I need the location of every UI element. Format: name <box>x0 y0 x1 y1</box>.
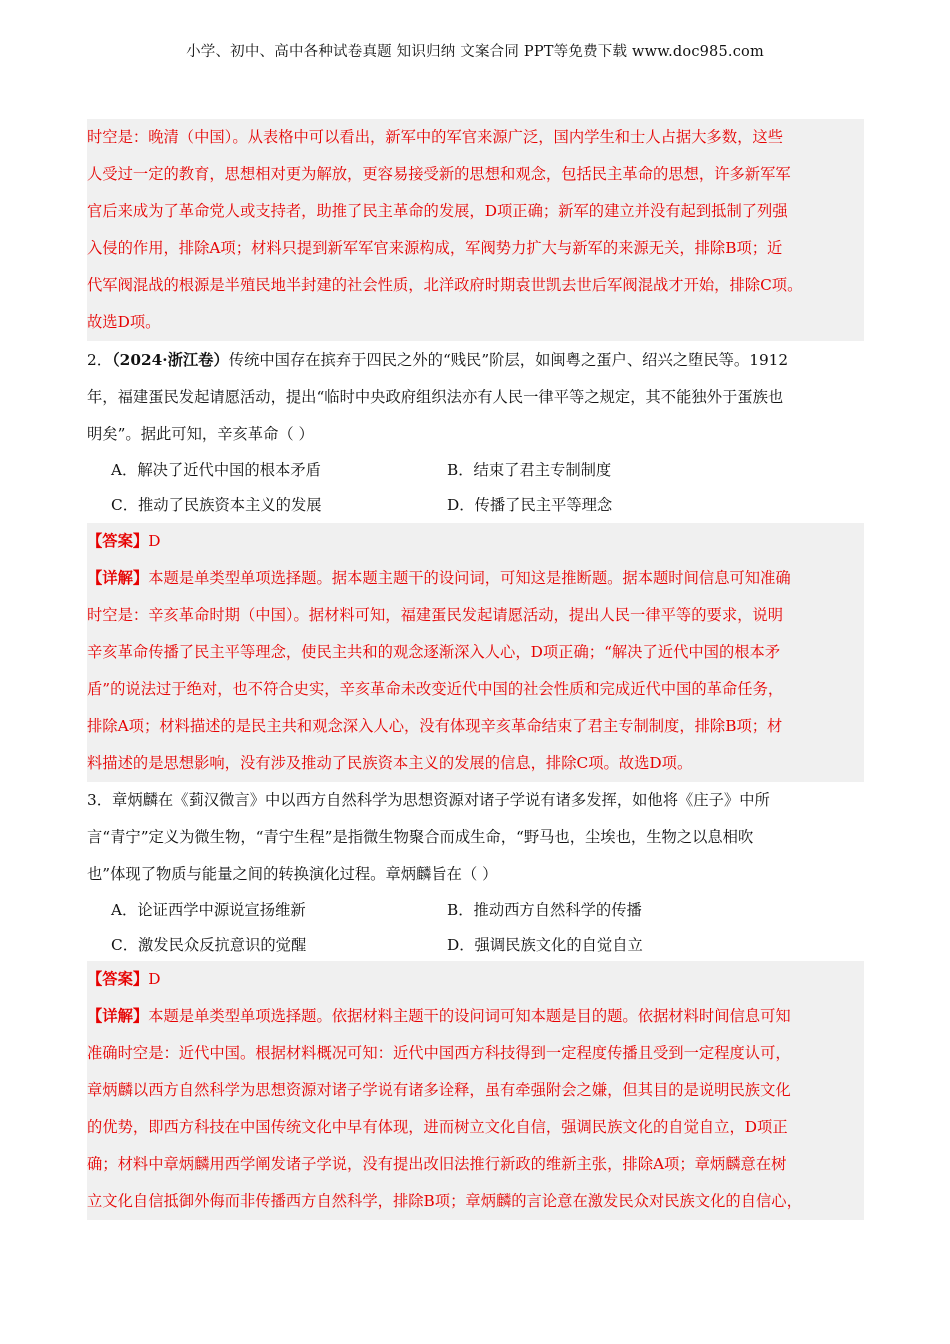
detail-line: 章炳麟以西方自然科学为思想资源对诸子学说有诸多诠释，虽有牵强附会之嫌，但其目的是说明民族文化 <box>87 1081 791 1099</box>
answer-block-2 <box>87 523 864 782</box>
detail-line: 立文化自信抵御外侮而非传播西方自然科学，排除B项；章炳麟的言论意在激发民众对民族文化的自信心， <box>87 1192 802 1210</box>
detail-line: 确；材料中章炳麟用西学阐发诸子学说，没有提出改旧法推行新政的维新主张，排除A项；章炳麟意在树 <box>87 1155 787 1173</box>
question-3 <box>87 782 864 963</box>
option-a: A．论证西学中源说宣扬维新 <box>111 901 306 919</box>
answer-block-3 <box>87 961 864 1220</box>
answer-tag: 【答案】 <box>87 532 149 550</box>
option-c: C．激发民众反抗意识的觉醒 <box>111 936 307 954</box>
option-row <box>87 928 864 963</box>
explanation-line: 故选D项。 <box>87 313 161 331</box>
answer-tag: 【答案】 <box>87 970 149 988</box>
option-b: B．结束了君主专制制度 <box>447 461 612 479</box>
question-stem-line: 2．（2024·浙江卷）传统中国存在摈弃于四民之外的“贱民”阶层，如闽粤之蛋户、绍兴之堕民等。1912 <box>87 351 789 369</box>
question-2 <box>87 342 864 523</box>
explanation-line: 入侵的作用，排除A项；材料只提到新军军官来源构成，军阀势力扩大与新军的来源无关，排除B项；近 <box>87 239 783 257</box>
explanation-line: 官后来成为了革命党人或支持者，助推了民主革命的发展，D项正确；新军的建立并没有起到抵制了列强 <box>87 202 788 220</box>
detail-line: 时空是：辛亥革命时期（中国）。据材料可知，福建蛋民发起请愿活动，提出人民一律平等的要求，说明 <box>87 606 784 624</box>
prev-explanation <box>87 119 864 341</box>
detail-line: 排除A项；材料描述的是民主共和观念深入人心，没有体现辛亥革命结束了君主专制制度，排除B项；材 <box>87 717 783 735</box>
detail-line: 的优势，即西方科技在中国传统文化中早有体现，进而树立文化自信，强调民族文化的自觉自立，D项正 <box>87 1118 788 1136</box>
option-row <box>87 453 864 488</box>
question-stem-line: 年，福建蛋民发起请愿活动，提出“临时中央政府组织法亦有人民一律平等之规定，其不能独外于蛋族也 <box>87 388 784 406</box>
option-b: B．推动西方自然科学的传播 <box>447 901 642 919</box>
option-d: D．传播了民主平等理念 <box>447 496 613 514</box>
question-number: 2． <box>87 351 113 369</box>
answer-line <box>87 523 864 560</box>
option-a: A．解决了近代中国的根本矛盾 <box>111 461 321 479</box>
answer-line <box>87 961 864 998</box>
detail-line: 盾”的说法过于绝对，也不符合史实，辛亥革命未改变近代中国的社会性质和完成近代中国的革命任务， <box>87 680 784 698</box>
explanation-line: 人受过一定的教育，思想相对更为解放，更容易接受新的思想和观念，包括民主革命的思想，许多新军军 <box>87 165 791 183</box>
detail-tag: 【详解】 <box>87 569 149 587</box>
option-c: C．推动了民族资本主义的发展 <box>111 496 322 514</box>
detail-line: 辛亥革命传播了民主平等理念，使民主共和的观念逐渐深入人心，D项正确；“解决了近代中国的根本矛 <box>87 643 781 661</box>
question-stem-line: 言“青宁”定义为微生物，“青宁生程”是指微生物聚合而成生命，“野马也，尘埃也，生物之以息相吹 <box>87 828 754 846</box>
question-stem-line: 明矣”。据此可知，辛亥革命（ ） <box>87 425 314 443</box>
detail-tag: 【详解】 <box>87 1007 149 1025</box>
detail-line: 【详解】本题是单类型单项选择题。据本题主题干的设问词，可知这是推断题。据本题时间信息可知准确 <box>87 569 791 587</box>
detail-line: 【详解】本题是单类型单项选择题。依据材料主题干的设问词可知本题是目的题。依据材料时间信息可知 <box>87 1007 791 1025</box>
detail-line: 料描述的是思想影响，没有涉及推动了民族资本主义的发展的信息，排除C项。故选D项。 <box>87 754 693 772</box>
page-header: 小学、初中、高中各种试卷真题 知识归纳 文案合同 PPT等免费下载 www.doc985.com <box>186 44 764 60</box>
option-row <box>87 893 864 928</box>
answer-value: D <box>148 970 161 988</box>
question-stem-line: 3．章炳麟在《菿汉微言》中以西方自然科学为思想资源对诸子学说有诸多发挥，如他将《庄子》中所 <box>87 791 770 809</box>
detail-line: 准确时空是：近代中国。根据材料概况可知：近代中国西方科技得到一定程度传播且受到一定程度认可， <box>87 1044 791 1062</box>
question-stem-line: 也”体现了物质与能量之间的转换演化过程。章炳麟旨在（ ） <box>87 865 498 883</box>
question-source: （2024·浙江卷） <box>112 351 229 369</box>
explanation-line: 时空是：晚清（中国）。从表格中可以看出，新军中的军官来源广泛，国内学生和士人占据大多数，这些 <box>87 128 784 146</box>
explanation-line: 代军阀混战的根源是半殖民地半封建的社会性质，北洋政府时期袁世凯去世后军阀混战才开始，排除C项。 <box>87 276 803 294</box>
option-row <box>87 488 864 523</box>
answer-value: D <box>148 532 161 550</box>
option-d: D．强调民族文化的自觉自立 <box>447 936 643 954</box>
